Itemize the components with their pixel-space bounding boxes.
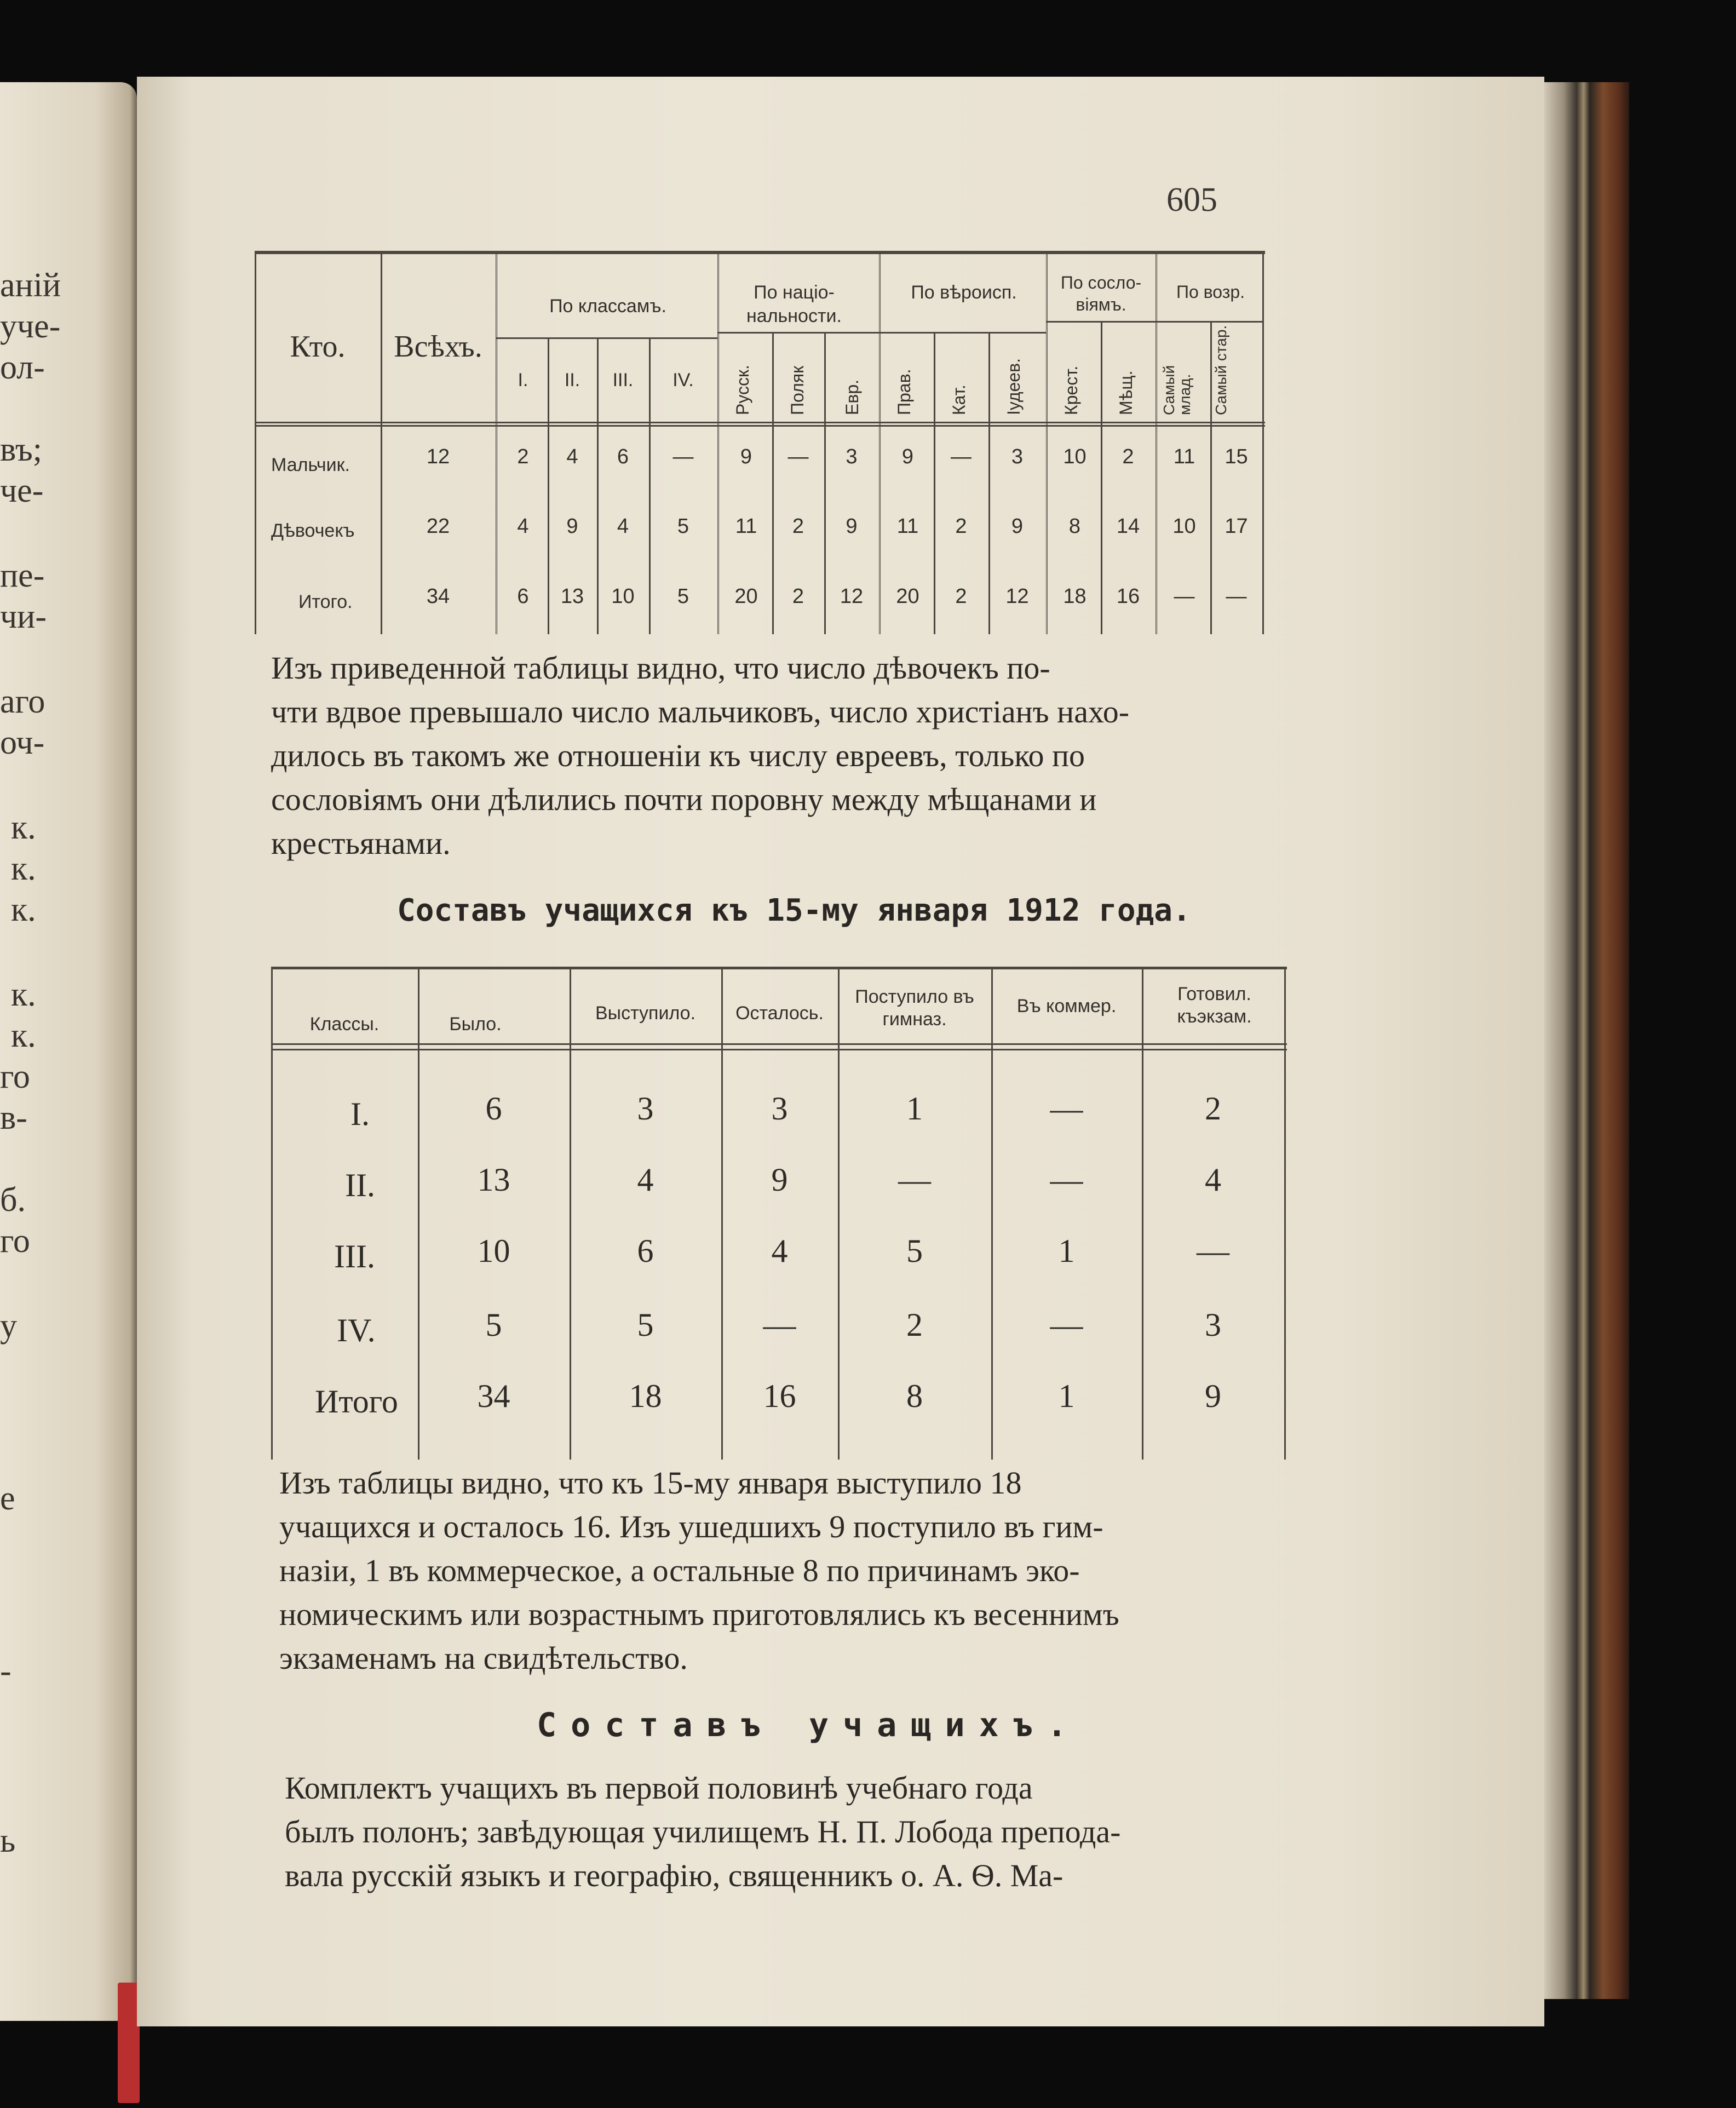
table-cell: 10	[477, 1233, 510, 1269]
section-heading-teachers: Составъ учащихъ.	[537, 1706, 1081, 1744]
left-fragment: аній	[0, 267, 61, 304]
table-cell: 12	[840, 585, 864, 608]
table-cell: 3	[1011, 445, 1024, 468]
table-cell: 9	[846, 515, 858, 538]
text-line: Изъ приведенной таблицы видно, что число дѣвочекъ по-	[271, 650, 1050, 686]
table-cell: 10	[1172, 515, 1196, 538]
table-cell: 6	[617, 445, 629, 468]
table-cell: 1	[906, 1090, 923, 1127]
table-cell: 5	[637, 1307, 654, 1343]
paragraph-3	[285, 1766, 1292, 1898]
left-fragment: оч-	[0, 724, 45, 761]
header-remained: Осталось.	[735, 1003, 824, 1024]
left-fragment: уче-	[0, 308, 61, 345]
table-cell: 4	[637, 1162, 654, 1198]
header-classes: Классы.	[309, 1014, 380, 1035]
header-by-nationality: По націо-нальности.	[746, 282, 842, 326]
header-age-oldest: Самый стар.	[1212, 325, 1229, 415]
table-cell: 9	[740, 445, 752, 468]
table-cell: 34	[477, 1378, 510, 1414]
row-label: III.	[334, 1238, 375, 1274]
table-cell: —	[1174, 585, 1195, 608]
table-cell: —	[1050, 1162, 1083, 1198]
header-class-4: IV.	[672, 370, 694, 390]
table-cell: —	[763, 1307, 796, 1343]
header-nat-jewish: Евр.	[842, 379, 862, 415]
left-fragment: к.	[11, 976, 36, 1013]
table-cell: 18	[1063, 585, 1087, 608]
left-fragment: въ;	[0, 431, 43, 468]
text-line: чти вдвое превышало число мальчиковъ, число христіанъ нахо-	[271, 694, 1130, 730]
header-class-2: II.	[564, 370, 580, 390]
table-cell: 10	[611, 585, 635, 608]
table-cell: 4	[566, 445, 578, 468]
text-line: назіи, 1 въ коммерческое, а остальные 8 по причинамъ эко-	[279, 1553, 1080, 1588]
table-cell: 18	[629, 1378, 662, 1414]
table-cell: —	[1050, 1307, 1083, 1343]
left-fragment: б.	[0, 1181, 26, 1219]
table-student-composition	[271, 967, 1287, 1460]
left-fragment: го	[0, 1058, 30, 1095]
page-number: 605	[1166, 181, 1217, 219]
left-fragment: аго	[0, 683, 45, 720]
row-label: I.	[350, 1096, 370, 1132]
table-cell: —	[1226, 585, 1247, 608]
table-cell: 4	[517, 515, 529, 538]
text-line: сословіямъ они дѣлились почти поровну между мѣщанами и	[271, 782, 1097, 817]
row-label-girls: Дѣвочекъ	[271, 520, 355, 541]
header-rel-catholic: Кат.	[949, 384, 969, 415]
table-cell: 11	[896, 515, 919, 538]
table-cell: —	[898, 1162, 931, 1198]
table-cell: 8	[906, 1378, 923, 1414]
table-cell: 5	[677, 585, 689, 608]
header-prep-exam: Готовил. къэкзам.	[1177, 984, 1252, 1027]
header-estate-peasant: Крест.	[1061, 365, 1081, 415]
header-rel-judaic: Іудеев.	[1004, 358, 1024, 415]
text-line: Комплектъ учащихъ въ первой половинѣ учебнаго года	[285, 1770, 1033, 1806]
table-cell: 9	[1011, 515, 1024, 538]
table-cell: 2	[792, 585, 804, 608]
left-fragment: к.	[11, 809, 36, 846]
table-cell: 1	[1058, 1233, 1075, 1269]
text-line: вала русскій языкъ и географію, священникъ о. А. Ѳ. Ма-	[285, 1858, 1064, 1893]
header-by-religion: По вѣроисп.	[911, 282, 1017, 303]
table-cell: 16	[1116, 585, 1140, 608]
header-class-1: I.	[518, 370, 528, 390]
left-fragment: к.	[11, 1017, 36, 1054]
header-rel-orthodox: Прав.	[894, 369, 914, 415]
table-cell: 11	[1173, 445, 1195, 468]
header-class-3: III.	[612, 370, 634, 390]
row-label: II.	[345, 1167, 375, 1203]
table-cell: 2	[955, 515, 967, 538]
left-fragment: ол-	[0, 349, 45, 386]
table-cell: 34	[426, 585, 450, 608]
table-cell: 3	[637, 1090, 654, 1127]
header-to-commercial: Въ коммер.	[1016, 996, 1117, 1016]
table-cell: 12	[426, 445, 450, 468]
table-cell: 6	[517, 585, 529, 608]
table-cell: 1	[1058, 1378, 1075, 1414]
table-cell: 4	[771, 1233, 788, 1269]
header-estate-burgher: Мѣщ.	[1116, 370, 1136, 415]
table-cell: 2	[1122, 445, 1134, 468]
table-cell: 9	[901, 445, 914, 468]
left-fragment: че-	[0, 472, 44, 509]
row-label: Итого	[315, 1383, 398, 1420]
text-line: номическимъ или возрастнымъ приготовлялись къ весеннимъ	[279, 1596, 1119, 1632]
table-cell: —	[672, 445, 694, 468]
table-cell: 4	[617, 515, 629, 538]
table-cell: 20	[896, 585, 919, 608]
row-label-boys: Мальчик.	[271, 455, 350, 475]
left-fragment: пе-	[0, 557, 45, 594]
table-students-by-category	[255, 251, 1265, 634]
left-fragment: чи-	[0, 598, 47, 635]
header-vsekh: Всѣхъ.	[394, 330, 482, 364]
left-fragment: в-	[0, 1099, 27, 1136]
row-label-total: Итого.	[298, 591, 353, 612]
table-cell: —	[951, 445, 972, 468]
paragraph-2	[279, 1461, 1287, 1680]
left-fragment: у	[0, 1307, 17, 1345]
table-cell: 2	[792, 515, 804, 538]
table-cell: 2	[1205, 1090, 1221, 1127]
header-to-gymnasium: Поступило въ гимназ.	[855, 986, 974, 1030]
text-line: крестьянами.	[271, 825, 451, 861]
table-cell: 2	[955, 585, 967, 608]
table-cell: 12	[1005, 585, 1029, 608]
red-page-marker	[118, 1983, 140, 2103]
row-label: IV.	[337, 1312, 376, 1348]
header-by-class: По классамъ.	[549, 296, 666, 317]
table-cell: 20	[734, 585, 758, 608]
paragraph-1	[271, 646, 1279, 865]
table-cell: 2	[517, 445, 529, 468]
table-cell: 3	[771, 1090, 788, 1127]
table-cell: 5	[677, 515, 689, 538]
header-nat-russian: Русск.	[733, 365, 752, 415]
left-fragment: е	[0, 1480, 15, 1517]
table-cell: 13	[560, 585, 584, 608]
table-cell: 6	[637, 1233, 654, 1269]
left-fragment: -	[0, 1652, 12, 1690]
table-cell: 5	[906, 1233, 923, 1269]
table-cell: 9	[566, 515, 578, 538]
table-cell: 13	[477, 1162, 510, 1198]
header-left: Выступило.	[595, 1003, 696, 1024]
table-cell: 17	[1225, 515, 1248, 538]
table-cell: —	[787, 445, 809, 468]
table-cell: 15	[1225, 445, 1248, 468]
header-nat-polish: Поляк	[787, 365, 807, 415]
header-kto: Кто.	[290, 330, 346, 364]
header-by-age: По возр.	[1176, 282, 1245, 302]
table-cell: 10	[1063, 445, 1087, 468]
left-fragment: к.	[11, 850, 36, 887]
section-heading-students: Составъ учащихся къ 15-му января 1912 года.	[397, 893, 1191, 928]
table-cell: 11	[735, 515, 757, 538]
text-line: экзаменамъ на свидѣтельство.	[279, 1640, 688, 1676]
table-cell: 9	[1205, 1378, 1221, 1414]
table-cell: 16	[763, 1378, 796, 1414]
left-fragment: ь	[0, 1822, 16, 1859]
table-cell: 3	[846, 445, 858, 468]
table-cell: —	[1197, 1233, 1229, 1269]
text-line: былъ полонъ; завѣдующая училищемъ Н. П. Лобода препода-	[285, 1814, 1121, 1849]
table-cell: 14	[1116, 515, 1140, 538]
table-cell: —	[1050, 1090, 1083, 1127]
header-was: Было.	[449, 1014, 502, 1035]
text-line: Изъ таблицы видно, что къ 15-му января выступило 18	[279, 1465, 1022, 1501]
table-cell: 6	[485, 1090, 502, 1127]
text-line: учащихся и осталось 16. Изъ ушедшихъ 9 поступило въ гим-	[279, 1509, 1103, 1544]
left-page-fragment	[0, 82, 137, 2021]
header-age-youngest: Самый млад.	[1160, 365, 1194, 415]
book-binding	[1542, 82, 1629, 1999]
left-fragment: го	[0, 1222, 30, 1260]
table-cell: 22	[426, 515, 450, 538]
text-line: дилось въ такомъ же отношеніи къ числу евреевъ, только по	[271, 738, 1085, 773]
table-cell: 3	[1205, 1307, 1221, 1343]
table-cell: 4	[1205, 1162, 1221, 1198]
table-cell: 9	[771, 1162, 788, 1198]
table-cell: 5	[485, 1307, 502, 1343]
table-cell: 8	[1068, 515, 1081, 538]
table-cell: 2	[906, 1307, 923, 1343]
header-by-estate: По сосло-віямъ.	[1060, 273, 1142, 314]
left-fragment: к.	[11, 891, 36, 928]
